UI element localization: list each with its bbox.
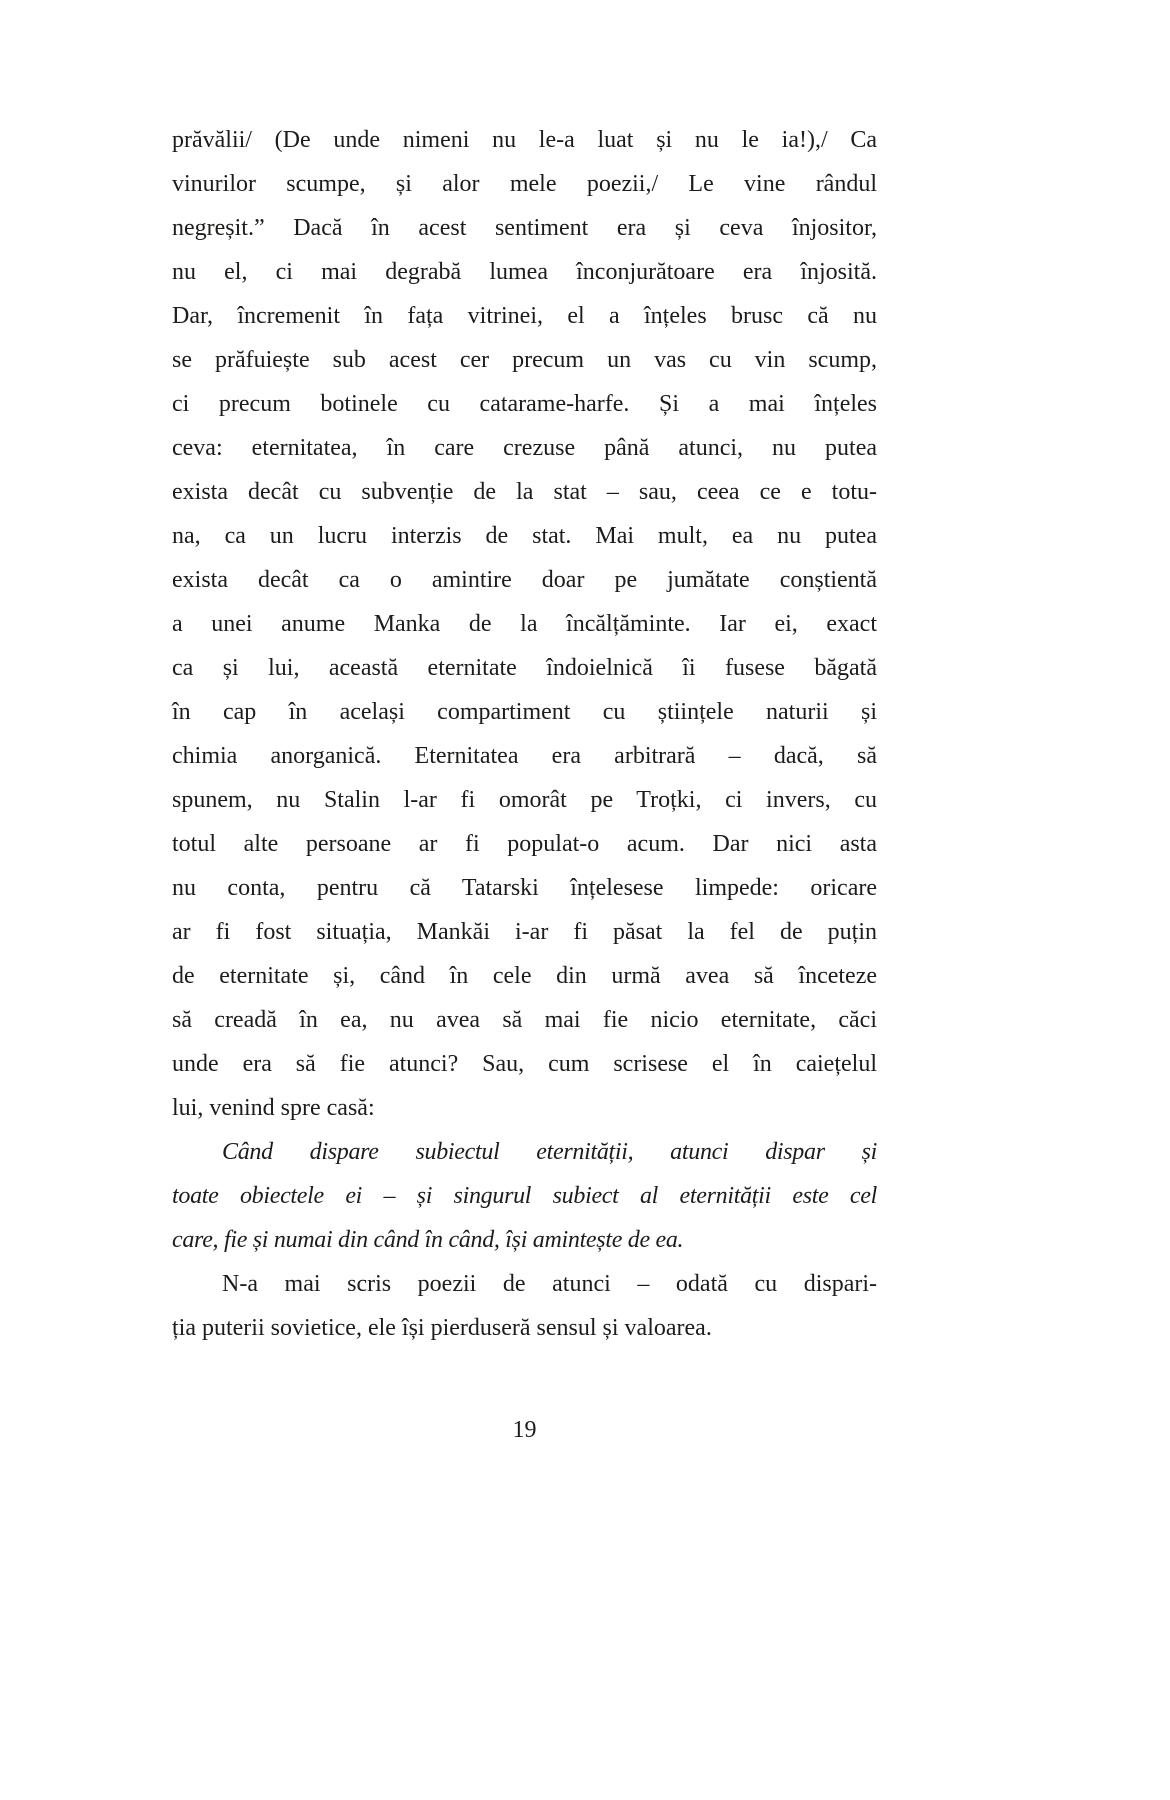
text-line: a unei anume Manka de la încălțăminte. Iar ei, exact: [172, 611, 877, 637]
paragraph: [172, 1262, 877, 1350]
text-line: de eternitate și, când în cele din urmă avea să înceteze: [172, 963, 877, 989]
text-line: exista decât cu subvenție de la stat – sau, ceea ce e totu-: [172, 479, 877, 505]
text-line: chimia anorganică. Eternitatea era arbitrară – dacă, să: [172, 743, 877, 769]
text-line: N-a mai scris poezii de atunci – odată cu dispari-: [222, 1271, 877, 1297]
text-line: vinurilor scumpe, și alor mele poezii,/ Le vine rândul: [172, 171, 877, 197]
text-line: spunem, nu Stalin l-ar fi omorât pe Troțki, ci invers, cu: [172, 787, 877, 813]
text-line: lui, venind spre casă:: [172, 1095, 375, 1121]
page-number: 19: [512, 1417, 537, 1443]
text-line: în cap în același compartiment cu științele naturii și: [172, 699, 877, 725]
text-line: na, ca un lucru interzis de stat. Mai mult, ea nu putea: [172, 523, 877, 549]
text-line: ar fi fost situația, Mankăi i-ar fi păsat la fel de puțin: [172, 919, 877, 945]
text-line: negreșit.” Dacă în acest sentiment era și ceva înjositor,: [172, 215, 877, 241]
text-line: Când dispare subiectul eternității, atunci dispar și: [222, 1139, 877, 1165]
text-line: unde era să fie atunci? Sau, cum scrisese el în caiețelul: [172, 1051, 877, 1077]
text-line: Dar, încremenit în fața vitrinei, el a înțeles brusc că nu: [172, 303, 877, 329]
text-line: nu el, ci mai degrabă lumea înconjurătoare era înjosită.: [172, 259, 877, 285]
paragraph-quote: [172, 1130, 877, 1262]
paragraph: [172, 118, 877, 1130]
text-line: să creadă în ea, nu avea să mai fie nicio eternitate, căci: [172, 1007, 877, 1033]
text-line: exista decât ca o amintire doar pe jumătate conștientă: [172, 567, 877, 593]
text-line: ca și lui, această eternitate îndoielnică îi fusese băgată: [172, 655, 877, 681]
text-line: care, fie și numai din când în când, își amintește de ea.: [172, 1227, 684, 1253]
text-line: totul alte persoane ar fi populat-o acum. Dar nici asta: [172, 831, 877, 857]
text-line: toate obiectele ei – și singurul subiect al eternității este cel: [172, 1183, 877, 1209]
text-line: ci precum botinele cu catarame-harfe. Și a mai înțeles: [172, 391, 877, 417]
text-line: ceva: eternitatea, în care crezuse până atunci, nu putea: [172, 435, 877, 461]
text-line: se prăfuiește sub acest cer precum un vas cu vin scump,: [172, 347, 877, 373]
text-line: prăvălii/ (De unde nimeni nu le-a luat și nu le ia!),/ Ca: [172, 127, 877, 153]
text-block: [172, 118, 877, 1350]
text-line: nu conta, pentru că Tatarski înțelesese limpede: oricare: [172, 875, 877, 901]
text-line: ția puterii sovietice, ele își pierduseră sensul și valoarea.: [172, 1315, 712, 1341]
